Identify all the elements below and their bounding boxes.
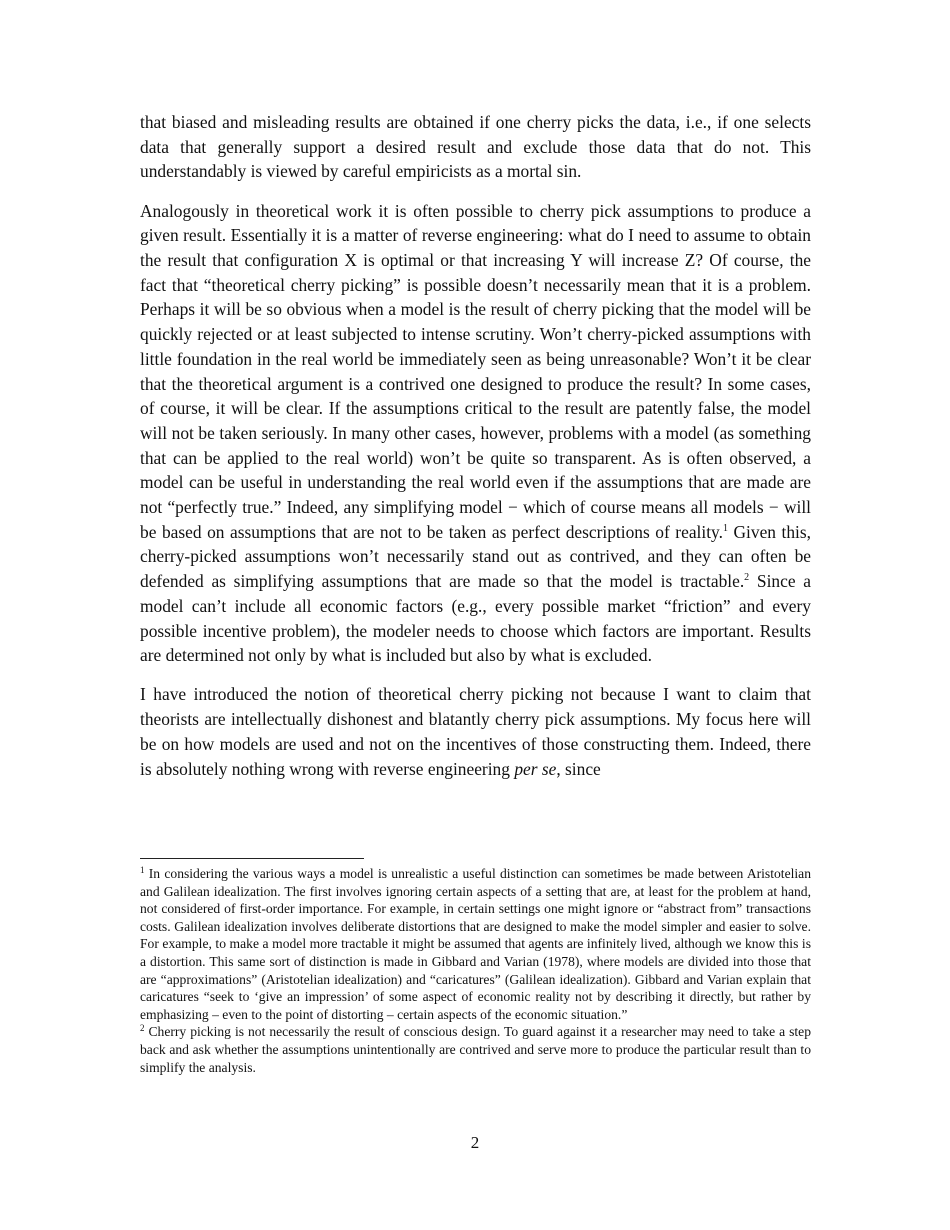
paragraph-3-italic: per se	[514, 758, 557, 779]
footnote-1	[140, 865, 811, 1023]
footnote-ref-2[interactable]: 2	[744, 572, 750, 584]
footnote-divider	[140, 858, 364, 859]
footnote-1-text: In considering the various ways a model is unrealistic a useful distinction can sometimes be made between Aristotelian and Galilean idealization. The first involves ignoring certain aspects of a setting that are, at least for the problem at hand, not considered of first-order importance. For example, in certain settings one might ignore or “abstract from” transactions costs. Galilean idealization involves deliberate distortions that are designed to make the model simpler and easier to solve. For example, to make a model more tractable it might be assumed that agents are infinitely lived, although we know this is a distortion. This same sort of distinction is made in Gibbard and Varian (1978), where models are divided into those that are “approximations” (Aristotelian idealization) and “caricatures” (Galilean idealization). Gibbard and Varian explain that caricatures “seek to ‘give an impression’ of some aspect of economic reality not by describing it directly, but rather by emphasizing – even to the point of distorting – certain aspects of the economic situation.”	[140, 866, 811, 1022]
paragraph-2	[140, 199, 811, 668]
main-text	[140, 110, 811, 796]
paragraph-3-text: I have introduced the notion of theoretical cherry picking not because I want to claim that theorists are intellectually dishonest and blatantly cherry pick assumptions. My focus here will be on how models are used and not on the incentives of those constructing them. Indeed, there is absolutely nothing wrong with reverse engineering	[140, 684, 811, 779]
footnote-1-number: 1	[140, 865, 145, 875]
paragraph-3-tail: , since	[556, 758, 601, 779]
paragraph-2-part-3: Since a model can’t include all economic factors (e.g., every possible market “friction” and every possible incentive problem), the modeler needs to choose which factors are important. Results are determined not only by what is included but also by what is excluded.	[140, 571, 811, 666]
paragraph-3	[140, 682, 811, 781]
page-number: 2	[470, 1133, 480, 1152]
paragraph-2-part-2: Given this, cherry-picked assumptions won’t necessarily stand out as contrived, and they can often be defended as simplifying assumptions that are made so that the model is tractable.	[140, 521, 811, 592]
footnote-ref-1[interactable]: 1	[722, 522, 728, 534]
footnote-2	[140, 1023, 811, 1076]
footnotes	[140, 865, 811, 1076]
paragraph-2-part-1: Analogously in theoretical work it is often possible to cherry pick assumptions to produce a given result. Essentially it is a matter of reverse engineering: what do I need to assume to obtain the result that configuration X is optimal or that increasing Y will increase Z? Of course, the fact that “theoretical cherry picking” is possible doesn’t necessarily mean that it is a problem. Perhaps it will be so obvious when a model is the result of cherry picking that the model will be quickly rejected or at least subjected to intense scrutiny. Won’t cherry-picked assumptions with little foundation in the real world be immediately seen as being unreasonable? Won’t it be clear that the theoretical argument is a contrived one designed to produce the result? In some cases, of course, it will be clear. If the assumptions critical to the result are patently false, the model will not be taken seriously. In many other cases, however, problems with a model (as something that can be applied to the real world) won’t be quite so transparent. As is often observed, a model can be useful in understanding the real world even if the assumptions that are made are not “perfectly true.” Indeed, any simplifying model − which of course means all models − will be based on assumptions that are not to be taken as perfect descriptions of reality.	[140, 200, 811, 542]
paragraph-1: that biased and misleading results are obtained if one cherry picks the data, i.e., if one selects data that generally support a desired result and exclude those data that do not. This understandably is viewed by careful empiricists as a mortal sin.	[140, 112, 811, 182]
footnote-2-number: 2	[140, 1023, 145, 1034]
footnote-2-text: Cherry picking is not necessarily the result of conscious design. To guard against it a researcher may need to take a step back and ask whether the assumptions unintentionally are contrived and serve more to produce the particular result than to simplify the analysis.	[140, 1024, 811, 1075]
